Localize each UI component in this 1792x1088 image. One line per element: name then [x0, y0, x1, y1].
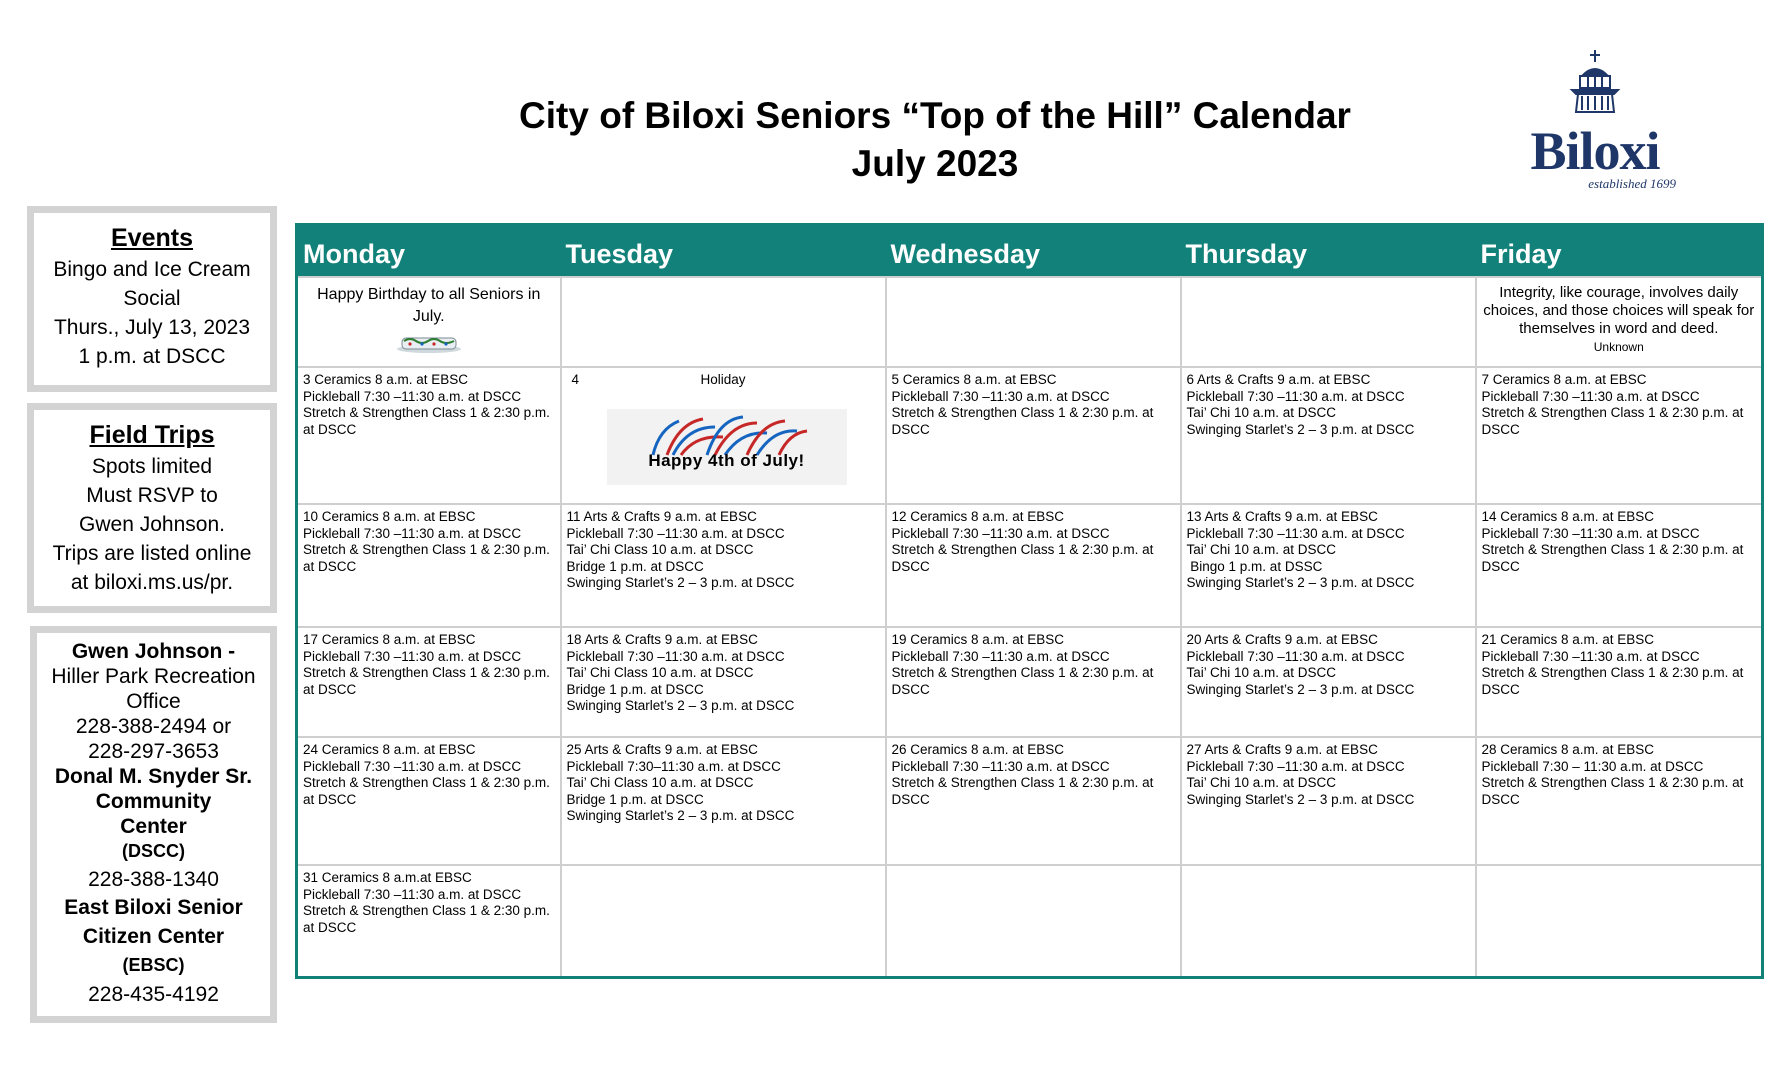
event-line: Bridge 1 p.m. at DSCC	[566, 791, 704, 807]
day-cell-24	[297, 737, 561, 865]
dscc-name: Center	[120, 815, 187, 838]
contacts-box	[30, 626, 277, 1023]
event-line: Stretch & Strengthen Class 1 & 2:30 p.m. at DSCC	[891, 775, 1158, 807]
field-trips-line: Spots limited	[91, 455, 213, 478]
event-line: Tai’ Chi Class 10 a.m. at DSCC	[566, 542, 754, 558]
event-line: Stretch & Strengthen Class 1 & 2:30 p.m. at DSCC	[1481, 405, 1748, 437]
day-cell-7	[1476, 367, 1763, 504]
field-trips-box	[27, 403, 277, 613]
calendar-week-row	[297, 367, 1763, 504]
empty-cell	[561, 277, 886, 367]
event-line: Pickleball 7:30–11:30 a.m. at DSCC	[566, 758, 781, 774]
gwen-phone: 228-388-2494 or	[75, 715, 232, 738]
day-cell-17	[297, 627, 561, 737]
empty-cell	[1181, 277, 1476, 367]
ebsc-abbr: (EBSC)	[122, 955, 185, 975]
event-line: Swinging Starlet’s 2 – 3 p.m. at DSCC	[566, 808, 795, 824]
event-line: Stretch & Strengthen Class 1 & 2:30 p.m. at DSCC	[1481, 665, 1748, 697]
event-line: Stretch & Strengthen Class 1 & 2:30 p.m. at DSCC	[891, 665, 1158, 697]
dscc-name: Donal M. Snyder Sr.	[54, 765, 253, 788]
title-line-1: City of Biloxi Seniors “Top of the Hill” Calendar	[519, 95, 1351, 136]
calendar-week-row	[297, 737, 1763, 865]
day-cell-4	[561, 367, 886, 504]
empty-cell	[1181, 865, 1476, 977]
event-line: 7 Ceramics 8 a.m. at EBSC	[1481, 372, 1647, 387]
holiday-label: Holiday	[700, 372, 746, 387]
event-line: 12 Ceramics 8 a.m. at EBSC	[891, 509, 1065, 524]
event-line: Pickleball 7:30 –11:30 a.m. at DSCC	[566, 525, 785, 541]
event-line: Stretch & Strengthen Class 1 & 2:30 p.m. at DSCC	[303, 775, 554, 807]
events-heading: Events	[111, 224, 193, 252]
event-line: Pickleball 7:30 –11:30 a.m. at DSCC	[303, 388, 522, 404]
day-cell-10	[297, 504, 561, 627]
calendar-header-row	[297, 225, 1763, 278]
dscc-abbr: (DSCC)	[122, 841, 185, 861]
ebsc-name: Citizen Center	[82, 925, 225, 948]
dscc-phone: 228-388-1340	[88, 868, 219, 891]
day-cell-12	[886, 504, 1181, 627]
event-line: Swinging Starlet’s 2 – 3 p.m. at DSCC	[566, 575, 795, 591]
calendar-week-row	[297, 504, 1763, 627]
event-line: 28 Ceramics 8 a.m. at EBSC	[1481, 742, 1655, 757]
event-line: Pickleball 7:30 –11:30 a.m. at DSCC	[1186, 648, 1405, 664]
event-line: Stretch & Strengthen Class 1 & 2:30 p.m. at DSCC	[1481, 542, 1748, 574]
fourth-of-july-image	[607, 409, 847, 485]
event-line: Stretch & Strengthen Class 1 & 2:30 p.m. at DSCC	[303, 665, 554, 697]
lighthouse-icon	[1510, 46, 1680, 126]
event-line: Stretch & Strengthen Class 1 & 2:30 p.m. at DSCC	[303, 903, 554, 935]
field-trips-line: at biloxi.ms.us/pr.	[70, 571, 234, 594]
calendar-week-row	[297, 627, 1763, 737]
event-line: 5 Ceramics 8 a.m. at EBSC	[891, 372, 1057, 387]
calendar-table	[295, 223, 1764, 979]
event-line: Tai’ Chi 10 a.m. at DSCC	[1186, 542, 1337, 558]
day-cell-11	[561, 504, 886, 627]
gwen-office: Hiller Park Recreation	[51, 665, 256, 688]
event-line: Pickleball 7:30 –11:30 a.m. at DSCC	[891, 525, 1110, 541]
empty-cell	[886, 277, 1181, 367]
birthday-cell	[297, 277, 561, 367]
events-line: Thurs., July 13, 2023	[53, 316, 251, 339]
event-line: Swinging Starlet’s 2 – 3 p.m. at DSCC	[1186, 791, 1415, 807]
calendar-week-row	[297, 277, 1763, 367]
day-cell-6	[1181, 367, 1476, 504]
empty-cell	[886, 865, 1181, 977]
event-line: Bridge 1 p.m. at DSCC	[566, 681, 704, 697]
day-cell-18	[561, 627, 886, 737]
event-line: 20 Arts & Crafts 9 a.m. at EBSC	[1186, 632, 1378, 647]
fourth-of-july-banner: Happy 4th of July!	[648, 451, 805, 470]
event-line: 21 Ceramics 8 a.m. at EBSC	[1481, 632, 1655, 647]
title-line-2: July 2023	[851, 143, 1019, 184]
day-cell-14	[1476, 504, 1763, 627]
ebsc-name: East Biloxi Senior	[64, 896, 243, 919]
event-line: Pickleball 7:30 –11:30 a.m. at DSCC	[303, 758, 522, 774]
event-line: Bingo 1 p.m. at DSSC	[1186, 558, 1323, 574]
field-trips-line: Trips are listed online	[52, 542, 252, 565]
event-line: Tai’ Chi 10 a.m. at DSCC	[1186, 405, 1337, 421]
event-line: 14 Ceramics 8 a.m. at EBSC	[1481, 509, 1655, 524]
day-header-wednesday: Wednesday	[886, 225, 1181, 278]
day-header-monday: Monday	[297, 225, 561, 278]
event-line: 3 Ceramics 8 a.m. at EBSC	[303, 372, 469, 387]
event-line: Tai’ Chi Class 10 a.m. at DSCC	[566, 775, 754, 791]
event-line: Pickleball 7:30 –11:30 a.m. at DSCC	[303, 886, 522, 902]
empty-cell	[1476, 865, 1763, 977]
event-line: Pickleball 7:30 –11:30 a.m. at DSCC	[1481, 388, 1700, 404]
event-line: 18 Arts & Crafts 9 a.m. at EBSC	[566, 632, 758, 647]
field-trips-line: Must RSVP to	[86, 484, 218, 507]
day-cell-20	[1181, 627, 1476, 737]
event-line: Stretch & Strengthen Class 1 & 2:30 p.m. at DSCC	[303, 405, 554, 437]
event-line: Swinging Starlet’s 2 – 3 p.m. at DSCC	[1186, 681, 1415, 697]
event-line: 25 Arts & Crafts 9 a.m. at EBSC	[566, 742, 758, 757]
day-cell-3	[297, 367, 561, 504]
event-line: Swinging Starlet’s 2 – 3 p.m. at DSCC	[1186, 421, 1415, 437]
dscc-name: Community	[95, 790, 212, 813]
day-cell-5	[886, 367, 1181, 504]
ebsc-phone: 228-435-4192	[88, 983, 219, 1006]
quote-cell	[1476, 277, 1763, 367]
page-title	[430, 92, 1440, 188]
event-line: Pickleball 7:30 –11:30 a.m. at DSCC	[303, 525, 522, 541]
day-cell-28	[1476, 737, 1763, 865]
day-cell-26	[886, 737, 1181, 865]
event-line: Stretch & Strengthen Class 1 & 2:30 p.m. at DSCC	[891, 542, 1158, 574]
events-line: Social	[123, 287, 181, 310]
event-line: Pickleball 7:30 –11:30 a.m. at DSCC	[1481, 648, 1700, 664]
field-trips-heading: Field Trips	[89, 421, 215, 449]
event-line: Tai’ Chi 10 a.m. at DSCC	[1186, 665, 1337, 681]
event-line: Pickleball 7:30 –11:30 a.m. at DSCC	[1186, 388, 1405, 404]
day-number: 4	[571, 372, 580, 387]
day-header-tuesday: Tuesday	[561, 225, 886, 278]
events-box	[27, 206, 277, 392]
event-line: 10 Ceramics 8 a.m. at EBSC	[303, 509, 476, 524]
logo-wordmark: Biloxi	[1530, 121, 1660, 181]
event-line: Pickleball 7:30 –11:30 a.m. at DSCC	[1186, 525, 1405, 541]
event-line: Tai’ Chi Class 10 a.m. at DSCC	[566, 665, 754, 681]
gwen-phone: 228-297-3653	[88, 740, 219, 763]
event-line: 13 Arts & Crafts 9 a.m. at EBSC	[1186, 509, 1378, 524]
event-line: 24 Ceramics 8 a.m. at EBSC	[303, 742, 476, 757]
event-line: Swinging Starlet’s 2 – 3 p.m. at DSCC	[1186, 575, 1415, 591]
event-line: 17 Ceramics 8 a.m. at EBSC	[303, 632, 476, 647]
empty-cell	[561, 865, 886, 977]
quote-author: Unknown	[1593, 340, 1644, 354]
calendar-week-row	[297, 865, 1763, 977]
event-line: Stretch & Strengthen Class 1 & 2:30 p.m. at DSCC	[303, 542, 554, 574]
event-line: Tai’ Chi 10 a.m. at DSCC	[1186, 775, 1337, 791]
gwen-name: Gwen Johnson -	[71, 640, 236, 663]
events-line: 1 p.m. at DSCC	[78, 345, 226, 368]
day-cell-25	[561, 737, 886, 865]
day-cell-13	[1181, 504, 1476, 627]
event-line: 19 Ceramics 8 a.m. at EBSC	[891, 632, 1065, 647]
event-line: 31 Ceramics 8 a.m.at EBSC	[303, 870, 472, 885]
birthday-message: Happy Birthday to all Seniors in July.	[317, 286, 541, 325]
event-line: Stretch & Strengthen Class 1 & 2:30 p.m. at DSCC	[1481, 775, 1748, 807]
event-line: Bridge 1 p.m. at DSCC	[566, 558, 704, 574]
quote-text: Integrity, like courage, involves daily choices, and those choices will speak for themselves in word and deed.	[1483, 284, 1755, 337]
event-line: 27 Arts & Crafts 9 a.m. at EBSC	[1186, 742, 1378, 757]
event-line: Pickleball 7:30 –11:30 a.m. at DSCC	[303, 648, 522, 664]
event-line: Pickleball 7:30 –11:30 a.m. at DSCC	[1186, 758, 1405, 774]
day-cell-27	[1181, 737, 1476, 865]
event-line: Swinging Starlet’s 2 – 3 p.m. at DSCC	[566, 698, 795, 714]
event-line: Pickleball 7:30 –11:30 a.m. at DSCC	[566, 648, 785, 664]
day-cell-21	[1476, 627, 1763, 737]
events-line: Bingo and Ice Cream	[53, 258, 251, 281]
event-line: 11 Arts & Crafts 9 a.m. at EBSC	[566, 509, 757, 524]
event-line: Stretch & Strengthen Class 1 & 2:30 p.m. at DSCC	[891, 405, 1158, 437]
field-trips-line: Gwen Johnson.	[79, 513, 225, 536]
event-line: Pickleball 7:30 –11:30 a.m. at DSCC	[1481, 525, 1700, 541]
day-cell-31	[297, 865, 561, 977]
day-cell-19	[886, 627, 1181, 737]
day-header-friday: Friday	[1476, 225, 1763, 278]
biloxi-logo	[1510, 46, 1680, 196]
day-header-thursday: Thursday	[1181, 225, 1476, 278]
event-line: 26 Ceramics 8 a.m. at EBSC	[891, 742, 1065, 757]
event-line: Pickleball 7:30 –11:30 a.m. at DSCC	[891, 758, 1110, 774]
gwen-office: Office	[126, 690, 181, 713]
birthday-cake-icon	[396, 332, 462, 354]
event-line: 6 Arts & Crafts 9 a.m. at EBSC	[1186, 372, 1371, 387]
event-line: Pickleball 7:30 –11:30 a.m. at DSCC	[891, 648, 1110, 664]
event-line: Pickleball 7:30 –11:30 a.m. at DSCC	[891, 388, 1110, 404]
event-line: Pickleball 7:30 – 11:30 a.m. at DSCC	[1481, 758, 1704, 774]
logo-tagline: established 1699	[1588, 176, 1676, 191]
